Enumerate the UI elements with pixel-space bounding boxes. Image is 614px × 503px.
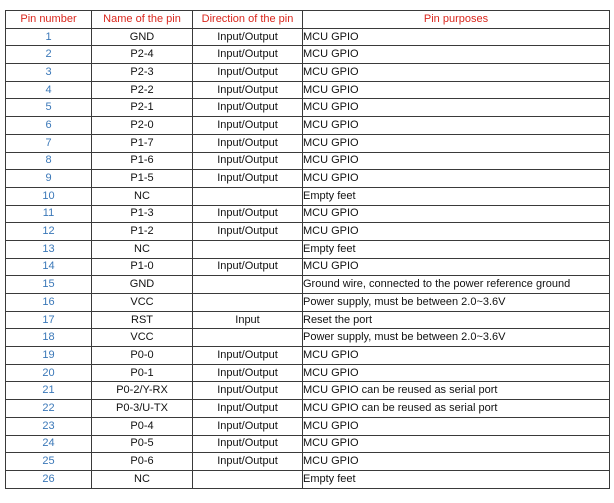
pin-name-cell: P2-4 [92, 46, 193, 64]
pin-name-cell: P2-3 [92, 64, 193, 82]
pin-number-cell: 23 [6, 417, 92, 435]
pin-direction-cell: Input/Output [193, 382, 303, 400]
pin-name-cell: VCC [92, 329, 193, 347]
pin-direction-cell: Input/Output [193, 364, 303, 382]
pin-name-cell: P1-2 [92, 223, 193, 241]
pin-direction-cell: Input/Output [193, 417, 303, 435]
pin-purpose-cell: MCU GPIO [303, 81, 610, 99]
pin-direction-cell [193, 329, 303, 347]
pin-direction-cell: Input/Output [193, 117, 303, 135]
pin-name-cell: P0-4 [92, 417, 193, 435]
pin-number-cell: 1 [6, 28, 92, 46]
pin-purpose-cell: Empty feet [303, 187, 610, 205]
pin-number-cell: 18 [6, 329, 92, 347]
pin-direction-cell: Input/Output [193, 258, 303, 276]
pin-purpose-cell: MCU GPIO [303, 205, 610, 223]
pin-name-cell: GND [92, 276, 193, 294]
header-pin-direction: Direction of the pin [193, 11, 303, 29]
pin-direction-cell [193, 187, 303, 205]
pin-direction-cell: Input [193, 311, 303, 329]
pin-purpose-cell: MCU GPIO [303, 99, 610, 117]
pin-direction-cell: Input/Output [193, 134, 303, 152]
pin-name-cell: GND [92, 28, 193, 46]
pin-purpose-cell: Empty feet [303, 470, 610, 488]
pin-purpose-cell: MCU GPIO can be reused as serial port [303, 382, 610, 400]
pin-number-cell: 2 [6, 46, 92, 64]
table-row [6, 276, 610, 294]
pin-direction-cell: Input/Output [193, 64, 303, 82]
table-row [6, 364, 610, 382]
pin-number-cell: 10 [6, 187, 92, 205]
pin-purpose-cell: Power supply, must be between 2.0~3.6V [303, 294, 610, 312]
table-row [6, 205, 610, 223]
table-row [6, 453, 610, 471]
pin-direction-cell: Input/Output [193, 46, 303, 64]
pin-purpose-cell: MCU GPIO can be reused as serial port [303, 400, 610, 418]
pin-direction-cell [193, 276, 303, 294]
pin-direction-cell: Input/Output [193, 435, 303, 453]
table-row [6, 223, 610, 241]
pin-number-cell: 24 [6, 435, 92, 453]
pin-number-cell: 19 [6, 347, 92, 365]
pin-direction-cell: Input/Output [193, 28, 303, 46]
table-row [6, 117, 610, 135]
pin-number-cell: 16 [6, 294, 92, 312]
pin-purpose-cell: MCU GPIO [303, 453, 610, 471]
pin-direction-cell: Input/Output [193, 170, 303, 188]
pin-direction-cell: Input/Output [193, 99, 303, 117]
pin-name-cell: P0-6 [92, 453, 193, 471]
pin-name-cell: NC [92, 187, 193, 205]
pin-number-cell: 9 [6, 170, 92, 188]
pin-table [5, 10, 610, 489]
pin-number-cell: 6 [6, 117, 92, 135]
pin-name-cell: RST [92, 311, 193, 329]
pin-name-cell: P0-3/U-TX [92, 400, 193, 418]
pin-name-cell: P0-0 [92, 347, 193, 365]
pin-purpose-cell: MCU GPIO [303, 64, 610, 82]
pin-purpose-cell: MCU GPIO [303, 46, 610, 64]
pin-name-cell: P0-2/Y-RX [92, 382, 193, 400]
header-row [6, 11, 610, 29]
header-pin-name: Name of the pin [92, 11, 193, 29]
pin-number-cell: 22 [6, 400, 92, 418]
pin-number-cell: 8 [6, 152, 92, 170]
pin-purpose-cell: MCU GPIO [303, 364, 610, 382]
pin-purpose-cell: Reset the port [303, 311, 610, 329]
pin-name-cell: P2-0 [92, 117, 193, 135]
pin-name-cell: P1-5 [92, 170, 193, 188]
pin-name-cell: P0-5 [92, 435, 193, 453]
table-row [6, 46, 610, 64]
pin-direction-cell: Input/Output [193, 453, 303, 471]
table-row [6, 134, 610, 152]
table-row [6, 382, 610, 400]
table-row [6, 294, 610, 312]
table-row [6, 240, 610, 258]
pin-number-cell: 12 [6, 223, 92, 241]
pin-purpose-cell: MCU GPIO [303, 347, 610, 365]
pin-direction-cell: Input/Output [193, 205, 303, 223]
pin-table-wrapper [5, 10, 610, 489]
pin-number-cell: 13 [6, 240, 92, 258]
table-row [6, 64, 610, 82]
pin-number-cell: 26 [6, 470, 92, 488]
pin-name-cell: P1-3 [92, 205, 193, 223]
pin-purpose-cell: MCU GPIO [303, 435, 610, 453]
table-row [6, 347, 610, 365]
pin-direction-cell [193, 240, 303, 258]
table-row [6, 258, 610, 276]
pin-name-cell: VCC [92, 294, 193, 312]
pin-purpose-cell: MCU GPIO [303, 417, 610, 435]
table-row [6, 152, 610, 170]
pin-direction-cell [193, 294, 303, 312]
table-row [6, 311, 610, 329]
pin-number-cell: 7 [6, 134, 92, 152]
pin-purpose-cell: MCU GPIO [303, 28, 610, 46]
pin-purpose-cell: Ground wire, connected to the power reference ground [303, 276, 610, 294]
table-row [6, 28, 610, 46]
pin-purpose-cell: Power supply, must be between 2.0~3.6V [303, 329, 610, 347]
pin-name-cell: P1-7 [92, 134, 193, 152]
pin-number-cell: 25 [6, 453, 92, 471]
pin-direction-cell: Input/Output [193, 223, 303, 241]
pin-name-cell: P1-0 [92, 258, 193, 276]
table-row [6, 170, 610, 188]
pin-number-cell: 4 [6, 81, 92, 99]
pin-name-cell: NC [92, 470, 193, 488]
pin-number-cell: 21 [6, 382, 92, 400]
table-row [6, 99, 610, 117]
table-row [6, 400, 610, 418]
table-row [6, 470, 610, 488]
pin-direction-cell: Input/Output [193, 152, 303, 170]
pin-direction-cell [193, 470, 303, 488]
pin-number-cell: 17 [6, 311, 92, 329]
pin-purpose-cell: MCU GPIO [303, 170, 610, 188]
table-row [6, 81, 610, 99]
pin-direction-cell: Input/Output [193, 400, 303, 418]
table-row [6, 417, 610, 435]
pin-purpose-cell: MCU GPIO [303, 152, 610, 170]
pin-purpose-cell: Empty feet [303, 240, 610, 258]
pin-number-cell: 5 [6, 99, 92, 117]
table-row [6, 187, 610, 205]
header-pin-number: Pin number [6, 11, 92, 29]
pin-name-cell: P1-6 [92, 152, 193, 170]
pin-name-cell: P2-1 [92, 99, 193, 117]
header-pin-purpose: Pin purposes [303, 11, 610, 29]
pin-name-cell: NC [92, 240, 193, 258]
pin-direction-cell: Input/Output [193, 347, 303, 365]
pin-purpose-cell: MCU GPIO [303, 223, 610, 241]
pin-number-cell: 15 [6, 276, 92, 294]
pin-table-body [6, 28, 610, 488]
pin-name-cell: P2-2 [92, 81, 193, 99]
pin-direction-cell: Input/Output [193, 81, 303, 99]
pin-number-cell: 14 [6, 258, 92, 276]
pin-name-cell: P0-1 [92, 364, 193, 382]
pin-number-cell: 11 [6, 205, 92, 223]
pin-purpose-cell: MCU GPIO [303, 258, 610, 276]
table-row [6, 329, 610, 347]
table-row [6, 435, 610, 453]
pin-purpose-cell: MCU GPIO [303, 134, 610, 152]
pin-number-cell: 3 [6, 64, 92, 82]
pin-number-cell: 20 [6, 364, 92, 382]
pin-purpose-cell: MCU GPIO [303, 117, 610, 135]
